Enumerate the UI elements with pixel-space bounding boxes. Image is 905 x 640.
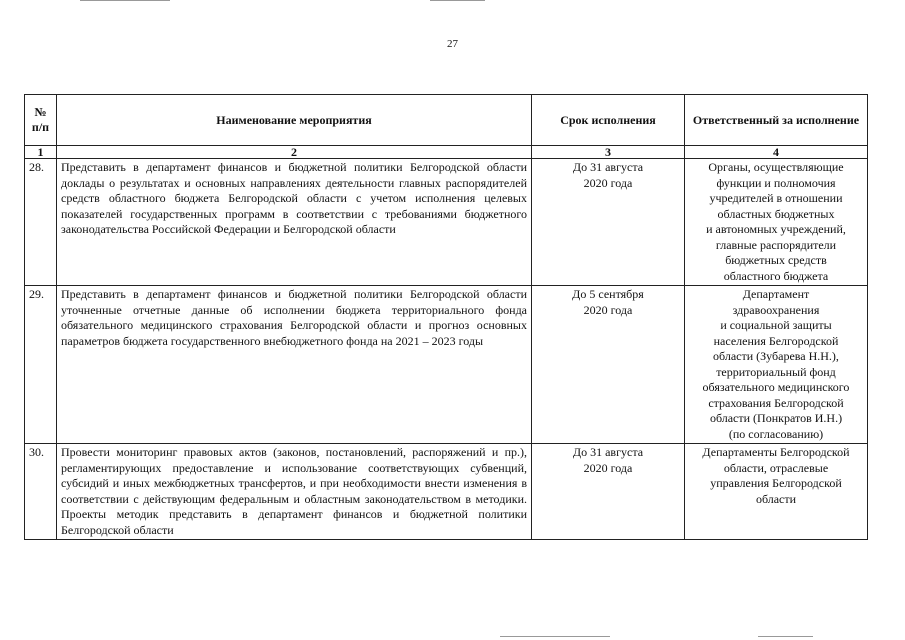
deadline-line: 2020 года bbox=[583, 302, 633, 317]
deadline-line: 2020 года bbox=[583, 460, 633, 475]
column-number: 3 bbox=[532, 146, 685, 159]
row-description: Представить в департамент финансов и бюджетной политики Белгородской области уточненные отчетные данные об исполнении бюджета территориального фонда обязательного медицинского страхования Белгородской области и прогноз основных параметров бюджета государственного внебюджетного фонда на 2021 – 2023 годы bbox=[57, 286, 532, 444]
row-responsible bbox=[685, 159, 868, 286]
column-number: 4 bbox=[685, 146, 868, 159]
row-deadline bbox=[532, 159, 685, 286]
row-deadline bbox=[532, 286, 685, 444]
table-row bbox=[25, 159, 868, 286]
responsible-line: страхования Белгородской bbox=[708, 395, 844, 410]
row-number: 30. bbox=[25, 444, 57, 540]
responsible-line: области bbox=[755, 491, 797, 506]
column-number: 2 bbox=[57, 146, 532, 159]
page-number: 27 bbox=[447, 38, 458, 50]
table-row bbox=[25, 444, 868, 540]
deadline-line: До 31 августа bbox=[572, 445, 644, 459]
table-row bbox=[25, 286, 868, 444]
responsible-line: областного бюджета bbox=[723, 268, 829, 283]
header-row bbox=[25, 95, 868, 146]
top-edge-mark bbox=[80, 0, 170, 1]
header-num: № п/п bbox=[25, 95, 57, 146]
responsible-line: учредителей в отношении bbox=[709, 191, 843, 205]
header-name: Наименование мероприятия bbox=[57, 95, 532, 146]
column-number-row bbox=[25, 146, 868, 159]
deadline-line: До 5 сентября bbox=[572, 287, 644, 301]
row-responsible bbox=[685, 286, 868, 444]
responsible-line: главные распорядители bbox=[715, 237, 837, 252]
responsible-line: (по согласованию) bbox=[728, 426, 824, 441]
responsible-line: Департаменты Белгородской bbox=[702, 445, 850, 459]
row-responsible bbox=[685, 444, 868, 540]
row-deadline bbox=[532, 444, 685, 540]
row-description: Провести мониторинг правовых актов (законов, постановлений, распоряжений и пр.), регламентирующих предоставление и использование соответствующих субвенций, субсидий и иных межбюджетных трансфертов, и при необходимости внести изменения в соответствии с действующим федеральным и областным законодательством в методики. Проекты методик представить в департамент финансов и бюджетной политики Белгородской области bbox=[57, 444, 532, 540]
top-edge-mark bbox=[430, 0, 485, 1]
responsible-line: управления Белгородской bbox=[710, 476, 842, 490]
responsible-line: областных бюджетных bbox=[717, 206, 835, 221]
column-number: 1 bbox=[25, 146, 57, 159]
responsible-line: функции и полномочия bbox=[716, 175, 836, 190]
responsible-line: населения Белгородской bbox=[713, 333, 839, 348]
responsible-line: бюджетных средств bbox=[725, 253, 827, 267]
row-description: Представить в департамент финансов и бюджетной политики Белгородской области доклады о результатах и основных направлениях деятельности главных распорядителей средств областного бюджета Белгородской области с учетом исполнения целевых показателей государственных программ в соответствии с требованиями бюджетного законодательства Российской Федерации и Белгородской области bbox=[57, 159, 532, 286]
responsible-line: и автономных учреждений, bbox=[706, 222, 846, 236]
bottom-edge-mark bbox=[758, 636, 813, 637]
deadline-line: 2020 года bbox=[583, 175, 633, 190]
responsible-line: Департамент bbox=[742, 287, 810, 301]
responsible-line: здравоохранения bbox=[732, 302, 820, 317]
bottom-edge-mark bbox=[500, 636, 610, 637]
responsible-line: области (Зубарева Н.Н.), bbox=[713, 349, 839, 363]
row-number: 29. bbox=[25, 286, 57, 444]
header-responsible: Ответственный за исполнение bbox=[685, 95, 868, 146]
responsible-line: обязательного медицинского bbox=[702, 380, 850, 394]
row-number: 28. bbox=[25, 159, 57, 286]
responsible-line: области, отраслевые bbox=[723, 460, 829, 475]
deadline-line: До 31 августа bbox=[572, 160, 644, 174]
measures-table bbox=[24, 94, 868, 540]
header-deadline: Срок исполнения bbox=[532, 95, 685, 146]
responsible-line: области (Понкратов И.Н.) bbox=[709, 411, 843, 425]
responsible-line: Органы, осуществляющие bbox=[708, 160, 844, 174]
responsible-line: территориальный фонд bbox=[716, 364, 836, 379]
responsible-line: и социальной защиты bbox=[720, 318, 832, 332]
